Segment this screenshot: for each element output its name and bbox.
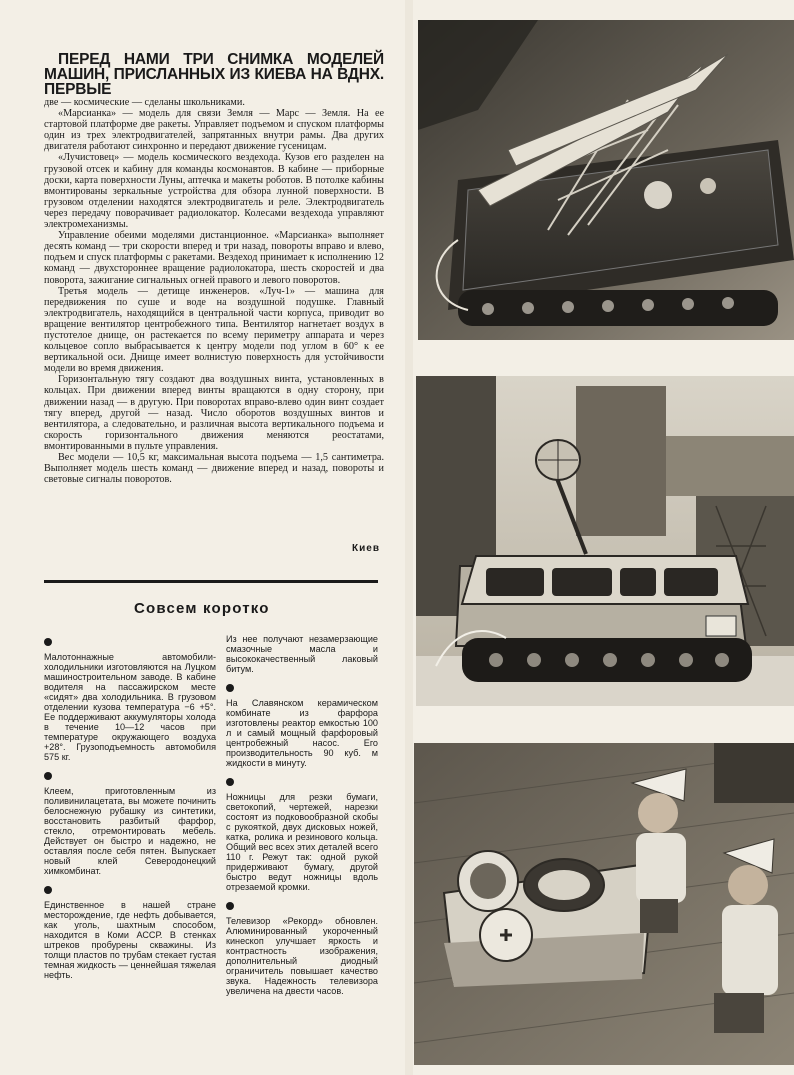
article <box>44 52 384 485</box>
photo-luchistovets <box>416 376 794 706</box>
short-note-text: На Славянском керамическом комбинате из фарфора изготовлены реактор емкостью 100 л и самый мощный фарфоровый центробежный насос. Его производительность 90 куб. м жидкости в минуту. <box>226 698 378 768</box>
luch-1-hovercraft-image <box>414 743 794 1065</box>
short-note <box>44 638 216 762</box>
bullet-icon <box>226 778 234 786</box>
bullet-icon <box>226 684 234 692</box>
column-gutter <box>405 0 413 1075</box>
short-note-text: Ножницы для резки бумаги, светокопий, чертежей, нарезки состоят из подковообразной скобы с рукояткой, двух дисковых ножей, катка, ролика и резинового кольца. Общий вес всех этих деталей всего 110 г. Режут так: одной рукой придерживают бумагу, другой быстро ведут ножницы вдоль отрезаемой кромки. <box>226 792 378 892</box>
photo-marsianka <box>418 20 794 340</box>
short-note <box>226 778 378 892</box>
short-news-title: Совсем коротко <box>134 600 270 617</box>
article-signature: Киев <box>352 543 380 554</box>
short-notes-left-column <box>44 634 216 990</box>
bullet-icon <box>44 772 52 780</box>
luchistovets-model-image <box>416 376 794 706</box>
section-divider <box>44 580 378 583</box>
article-lead: ПЕРЕД НАМИ ТРИ СНИМКА МОДЕЛЕЙ МАШИН, ПРИСЛАННЫХ ИЗ КИЕВА НА ВДНХ. ПЕРВЫЕ <box>44 51 384 98</box>
short-note-text: Малотоннажные автомобили-холодильники изготовляются на Луцком машиностроительном заводе. В кабине водителя на пассажирском месте «сидят» два холодильника. В грузовом отделении кузова температура −6 +5°. Ее поддерживают аккумуляторы холода в течение 10—12 часов при температуре окружающего воздуха +28°. Грузоподъемность автомобиля 575 кг. <box>44 652 216 762</box>
short-note <box>226 902 378 996</box>
article-paragraph: Третья модель — детище инженеров. «Луч-1» — машина для передвижения по суше и воде на воздушной подушке. Главный электродвигатель, находящийся в центральной части корпуса, приводит во вращение вентилятор центробежного типа. Вентилятор нагнетает воздух в пустотелое днище, он растекается по всему периметру аппарата и через кольцевое сопло выбрасывается к центру модели под углом в 60° к ее вертикальной оси. Днище имеет волнистую поверхность для устойчивости модели во время движения. <box>44 285 384 375</box>
bullet-icon <box>44 638 52 646</box>
marsianka-model-image <box>418 20 794 340</box>
photo-luch-1 <box>414 743 794 1065</box>
article-lead-rest: две — космические — сделаны школьниками. <box>44 97 245 108</box>
short-note <box>226 684 378 768</box>
short-notes-right-column <box>226 634 378 1006</box>
article-paragraph: Управление обеими моделями дистанционное. «Марсианка» выполняет десять команд — три скорости вперед и три назад, повороты вправо и влево, подъем и спуск платформы с ракетами. Вездеход принимает к исполнению 12 команд — двухстороннее вращение радиолокатора, шесть скоростей и два поворота, зажигание сигнальных огней правого и левого поворотов. <box>44 230 384 286</box>
article-paragraph: «Лучистовец» — модель космического вездехода. Кузов его разделен на грузовой отсек и кабину для команды космонавтов. В кабине — приборные доски, карта поверхности Луны, аптечка и макеты роботов. В потолке кабины вмонтированы зеркальные устройства для обзора лунной поверхности. В грузовом отделении находятся электродвигатель и реле. Электродвигатель через передачу поворачивает радиолокатор. Колесами вездехода управляют электромеханизмы. <box>44 152 384 231</box>
bullet-icon <box>44 886 52 894</box>
article-paragraph: Вес модели — 10,5 кг, максимальная высота подъема — 1,5 сантиметра. Выполняет модель шесть команд — движение вперед и назад, повороты и световые сигналы поворотов. <box>44 452 384 486</box>
short-note-text: Единственное в нашей стране месторождение, где нефть добывается, как уголь, шахтным способом, находится в Коми АССР. В стенках штреков пробурены скважины. Из толщи пластов по трубам стекает густая темная жидкость — ценнейшая тяжелая нефть. <box>44 900 216 980</box>
short-note-text: Телевизор «Рекорд» обновлен. Алюминированный укороченный кинескоп улучшает яркость и контрастность изображения, дополнительный диодный ограничитель повышает качество звука. Надежность телевизора увеличена на двести часов. <box>226 916 378 996</box>
article-paragraph: Горизонтальную тягу создают два воздушных винта, установленных в кольцах. При движении вперед винты вращаются в одну сторону, при движении назад — в другую. При поворотах вправо-влево один винт создает тягу вперед, другой — назад. Число оборотов воздушных винтов и вентилятора, а следовательно, и различная высота вертикального подъема и скорость горизонтального движения меняются реостатами, вмонтированными в пульте управления. <box>44 374 384 452</box>
short-note-continuation: Из нее получают незамерзающие смазочные масла и высококачественный лаковый битум. <box>226 634 378 674</box>
article-paragraph: «Марсианка» — модель для связи Земля — Марс — Земля. На ее стартовой платформе две ракеты. Управляет подъемом и спуском платформы один из трех электродвигателей, запрятанных внутри рамы. Два других двигателя работают синхронно и передают движение гусеницам. <box>44 108 384 153</box>
bullet-icon <box>226 902 234 910</box>
short-note-text: Клеем, приготовленным из поливинилацетата, вы можете починить белоснежную рубашку из синтетики, восстановить разбитый фарфор, стекло, отремонтировать мебель. Действует он быстро и надежно, не оставляя после себя пятен. Выпускает новый клей Северодонецкий химкомбинат. <box>44 786 216 876</box>
short-note <box>44 886 216 980</box>
short-note <box>44 772 216 876</box>
